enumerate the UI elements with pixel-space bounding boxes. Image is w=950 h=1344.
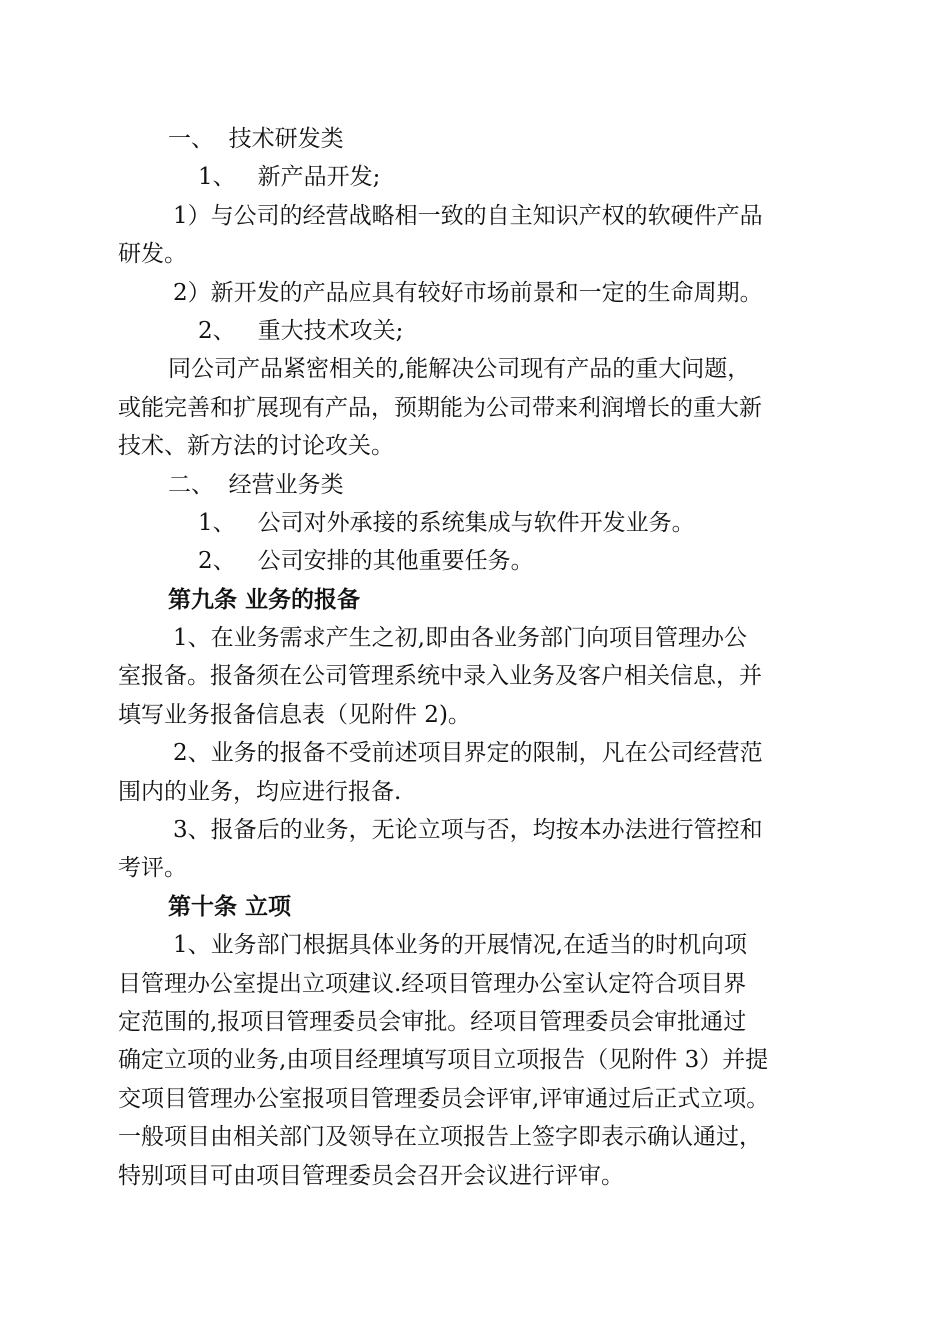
paragraph-line: 1）与公司的经营战略相一致的自主知识产权的软硬件产品 [173, 202, 763, 229]
paragraph-line: 1、业务部门根据具体业务的开展情况,在适当的时机向项 [173, 932, 747, 959]
document-body [118, 120, 840, 1195]
paragraph-line: 围内的业务，均应进行报备. [118, 778, 402, 805]
section-heading-tech-rd: 一、 技术研发类 [168, 126, 344, 152]
article-heading-10: 第十条 立项 [168, 892, 292, 920]
paragraph-line: 2、业务的报备不受前述项目界定的限制，凡在公司经营范 [173, 740, 763, 767]
list-item-new-product: 1、 新产品开发; [198, 164, 381, 191]
paragraph-line: 或能完善和扩展现有产品，预期能为公司带来利润增长的重大新 [118, 394, 762, 421]
paragraph-line: 同公司产品紧密相关的,能解决公司现有产品的重大问题， [168, 356, 751, 383]
paragraph-line: 1、在业务需求产生之初,即由各业务部门向项目管理办公 [173, 625, 747, 652]
paragraph-line: 3、报备后的业务，无论立项与否，均按本办法进行管控和 [173, 817, 763, 844]
paragraph-line: 特别项目可由项目管理委员会召开会议进行评审。 [118, 1162, 624, 1189]
paragraph-line: 目管理办公室提出立项建议.经项目管理办公室认定符合项目界 [118, 970, 747, 997]
list-item-tech-breakthrough: 2、 重大技术攻关; [198, 317, 404, 344]
paragraph-line: 确定立项的业务,由项目经理填写项目立项报告（见附件 3）并提 [118, 1047, 769, 1074]
paragraph-line: 定范围的,报项目管理委员会审批。经项目管理委员会审批通过 [118, 1008, 747, 1035]
section-heading-business: 二、 经营业务类 [168, 471, 344, 498]
paragraph-line: 填写业务报备信息表（见附件 2)。 [118, 701, 471, 728]
list-item-other-tasks: 2、 公司安排的其他重要任务。 [198, 548, 534, 575]
paragraph-line: 室报备。报备须在公司管理系统中录入业务及客户相关信息，并 [118, 663, 762, 690]
article-heading-9: 第九条 业务的报备 [168, 585, 361, 613]
paragraph-line: 技术、新方法的讨论攻关。 [118, 433, 394, 460]
paragraph-line: 一般项目由相关部门及领导在立项报告上签字即表示确认通过， [118, 1124, 762, 1151]
paragraph-line: 2）新开发的产品应具有较好市场前景和一定的生命周期。 [173, 279, 763, 306]
list-item-integration: 1、 公司对外承接的系统集成与软件开发业务。 [198, 509, 695, 536]
paragraph-line: 研发。 [118, 241, 187, 268]
paragraph-line: 考评。 [118, 855, 187, 882]
paragraph-line: 交项目管理办公室报项目管理委员会评审,评审通过后正式立项。 [118, 1085, 770, 1112]
